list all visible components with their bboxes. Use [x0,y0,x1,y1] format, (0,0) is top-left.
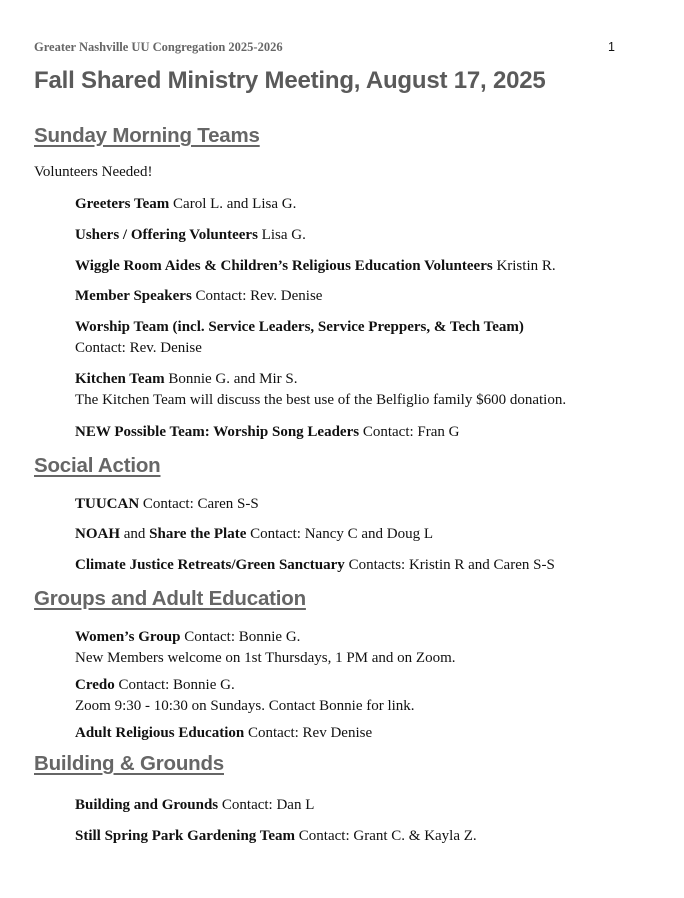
item-detail: Contact: Fran G [362,424,460,440]
page-title: Fall Shared Ministry Meeting, August 17, 2025 [34,67,546,94]
item-note: Contact: Rev. Denise [75,340,202,356]
item-note: Zoom 9:30 - 10:30 on Sundays. Contact Bonnie for link. [75,698,415,714]
list-item [75,494,259,515]
item-detail: Contacts: Kristin R and Caren S-S [348,557,555,573]
item-name: Building and Grounds [75,797,219,813]
list-item [75,524,433,545]
item-note: New Members welcome on 1st Thursdays, 1 PM and on Zoom. [75,650,456,666]
item-name: Ushers / Offering Volunteers [75,227,258,243]
section-heading-sunday: Sunday Morning Teams [34,124,260,147]
item-detail: Lisa G. [261,227,306,243]
item-name: Adult Religious Education [75,725,245,741]
item-detail: Contact: Caren S-S [142,496,259,512]
item-name: Credo [75,677,115,693]
list-item [75,555,555,576]
item-detail: Bonnie G. and Mir S. [168,371,298,387]
item-detail: Contact: Rev. Denise [195,288,323,304]
list-item [75,317,524,359]
item-detail: Contact: Grant C. & Kayla Z. [298,828,477,844]
item-name: Wiggle Room Aides & Children’s Religious Education Volunteers [75,258,493,274]
item-detail: Contact: Rev Denise [247,725,373,741]
list-item [75,422,460,443]
list-item [75,225,306,246]
list-item [75,826,477,847]
section-heading-groups: Groups and Adult Education [34,587,306,610]
item-name: NEW Possible Team: Worship Song Leaders [75,424,360,440]
item-name: Women’s Group [75,629,181,645]
item-detail: Contact: Dan L [221,797,315,813]
list-item [75,369,566,411]
header-organization: Greater Nashville UU Congregation 2025-2026 [34,40,283,54]
list-item [75,627,456,669]
item-detail: Contact: Bonnie G. [184,629,301,645]
item-connector: and [123,526,146,542]
list-item [75,723,372,744]
item-name: Still Spring Park Gardening Team [75,828,296,844]
item-note: The Kitchen Team will discuss the best use of the Belfiglio family $600 donation. [75,392,567,408]
list-item [75,795,314,816]
page-number: 1 [608,40,615,54]
item-name: Worship Team (incl. Service Leaders, Service Preppers, & Tech Team) [75,319,524,335]
item-detail: Kristin R. [496,258,556,274]
volunteers-needed-text: Volunteers Needed! [34,164,153,180]
item-detail: Carol L. and Lisa G. [173,196,297,212]
section-heading-building: Building & Grounds [34,752,224,775]
item-name: Kitchen Team [75,371,165,387]
list-item [75,256,556,277]
item-name: Climate Justice Retreats/Green Sanctuary [75,557,345,573]
item-detail: Contact: Bonnie G. [118,677,235,693]
item-detail: Contact: Nancy C and Doug L [250,526,434,542]
item-name: Greeters Team [75,196,170,212]
item-name: Member Speakers [75,288,192,304]
section-heading-social-action: Social Action [34,454,161,477]
list-item [75,194,296,215]
item-name: TUUCAN [75,496,140,512]
item-name: NOAH [75,526,120,542]
item-name-secondary: Share the Plate [149,526,247,542]
list-item [75,675,415,717]
list-item [75,286,322,307]
